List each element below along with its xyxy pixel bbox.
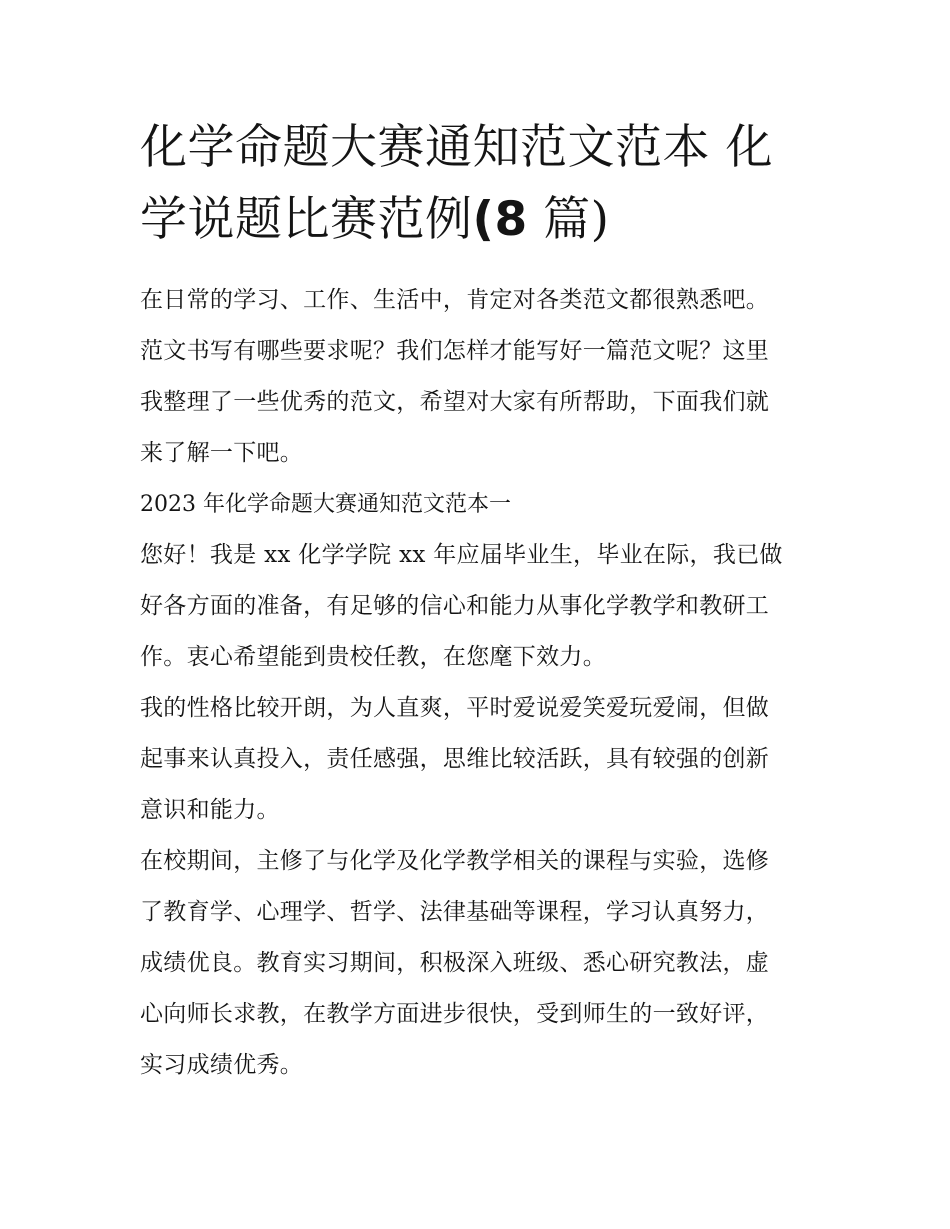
text-line: 实习成绩优秀。 [140,1052,304,1078]
text-line: 意识和能力。 [140,797,280,823]
section-heading: 2023 年化学命题大赛通知范文范本一 [140,492,511,517]
text-line: 成绩优良。教育实习期间，积极深入班级、悉心研究教法，虚 [140,950,770,976]
document-body [140,275,820,1091]
title-count: (8 [472,192,528,247]
document-title [140,112,830,256]
text-line: 您好！我是 xx 化学学院 xx 年应届毕业生，毕业在际，我已做 [140,542,783,568]
text-line: 我整理了一些优秀的范文，希望对大家有所帮助，下面我们就 [140,389,770,415]
text-line: 心向师长求教，在教学方面进步很快，受到师生的一致好评， [140,1001,770,1027]
text-line: 在校期间，主修了与化学及化学教学相关的课程与实验，选修 [140,848,770,874]
text-line: 我的性格比较开朗，为人直爽，平时爱说爱笑爱玩爱闹，但做 [140,695,770,721]
title-line-1: 化学命题大赛通知范文范本 化 [140,120,773,175]
text-line: 了教育学、心理学、哲学、法律基础等课程，学习认真努力， [140,899,770,925]
text-line: 范文书写有哪些要求呢？我们怎样才能写好一篇范文呢？这里 [140,338,770,364]
text-line: 好各方面的准备，有足够的信心和能力从事化学教学和教研工 [140,593,770,619]
text-line: 在日常的学习、工作、生活中，肯定对各类范文都很熟悉吧。 [140,287,770,313]
title-line-2 [140,184,830,256]
intro-paragraph [140,275,820,479]
text-line: 来了解一下吧。 [140,440,304,466]
title-line-2-text: 学说题比赛范例 [140,192,473,247]
text-line: 起事来认真投入，责任感强，思维比较活跃，具有较强的创新 [140,746,770,772]
paragraph-3 [140,836,820,1091]
title-line-2-end: 篇) [527,192,610,247]
text-line: 作。衷心希望能到贵校任教，在您麾下效力。 [140,644,606,670]
paragraph-1 [140,530,820,683]
paragraph-2 [140,683,820,836]
